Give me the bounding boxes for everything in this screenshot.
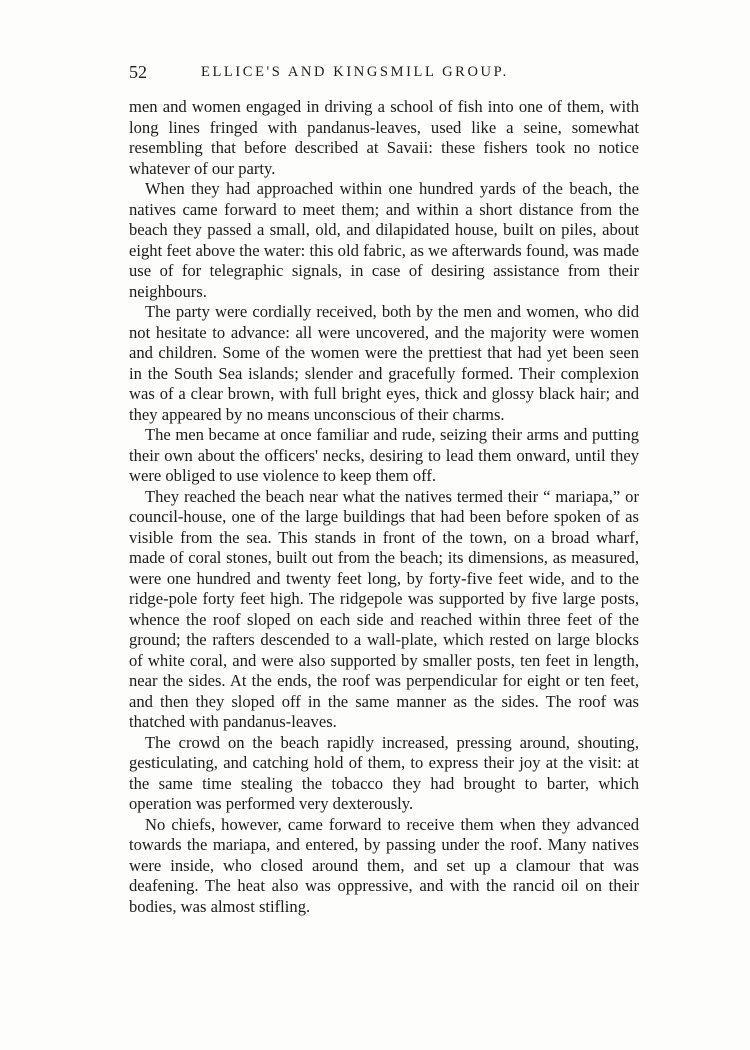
paragraph: The men became at once familiar and rude, seizing their arms and putting their own about the officers' necks, desiring to lead them onward, until they were obliged to use violence to keep them off. [129,425,639,485]
paragraph: No chiefs, however, came forward to receive them when they advanced towards the mariapa, and entered, by passing under the roof. Many natives were inside, who closed around them, and set up a clamour that was deafening. The heat also was oppressive, and with the rancid oil on their bodies, was almost stifling. [129,814,639,916]
paragraph: The party were cordially received, both by the men and women, who did not hesitate to advance: all were uncovered, and the majority were women and children. Some of the women were the prettiest that had yet been seen in the South Sea islands; slender and gracefully formed. Their complexion was of a clear brown, with full bright eyes, thick and glossy black hair; and they appeared by no means unconscious of their charms. [129,302,639,424]
page-number: 52 [129,62,147,82]
page-header [129,60,639,86]
paragraph: The crowd on the beach rapidly increased, pressing around, shouting, gesticulating, and catching hold of them, to express their joy at the visit: at the same time stealing the tobacco they had brought to barter, which operation was performed very dexterously. [129,732,639,813]
paragraph: When they had approached within one hundred yards of the beach, the natives came forward to meet them; and within a short distance from the beach they passed a small, old, and dilapidated house, built on piles, about eight feet above the water: this old fabric, as we afterwards found, was made use of for telegraphic signals, in case of desiring assistance from their neighbours. [129,179,639,301]
running-head: ELLICE'S AND KINGSMILL GROUP. [201,64,509,80]
paragraph: men and women engaged in driving a school of fish into one of them, with long lines fringed with pandanus-leaves, used like a seine, somewhat resembling that before described at Savaii: these fishers took no notice whatever of our party. [129,97,639,178]
paragraph: They reached the beach near what the natives termed their “ mariapa,” or council-house, one of the large buildings that had been before spoken of as visible from the sea. This stands in front of the town, on a broad wharf, made of coral stones, built out from the beach; its dimensions, as measured, were one hundred and twenty feet long, by forty-five feet wide, and to the ridge-pole forty feet high. The ridgepole was supported by five large posts, whence the roof sloped on each side and reached within three feet of the ground; the rafters descended to a wall-plate, which rested on large blocks of white coral, and were also supported by smaller posts, ten feet in length, near the sides. At the ends, the roof was perpendicular for eight or ten feet, and then they sloped off in the same manner as the sides. The roof was thatched with pandanus-leaves. [129,486,639,731]
body-text [129,97,639,917]
